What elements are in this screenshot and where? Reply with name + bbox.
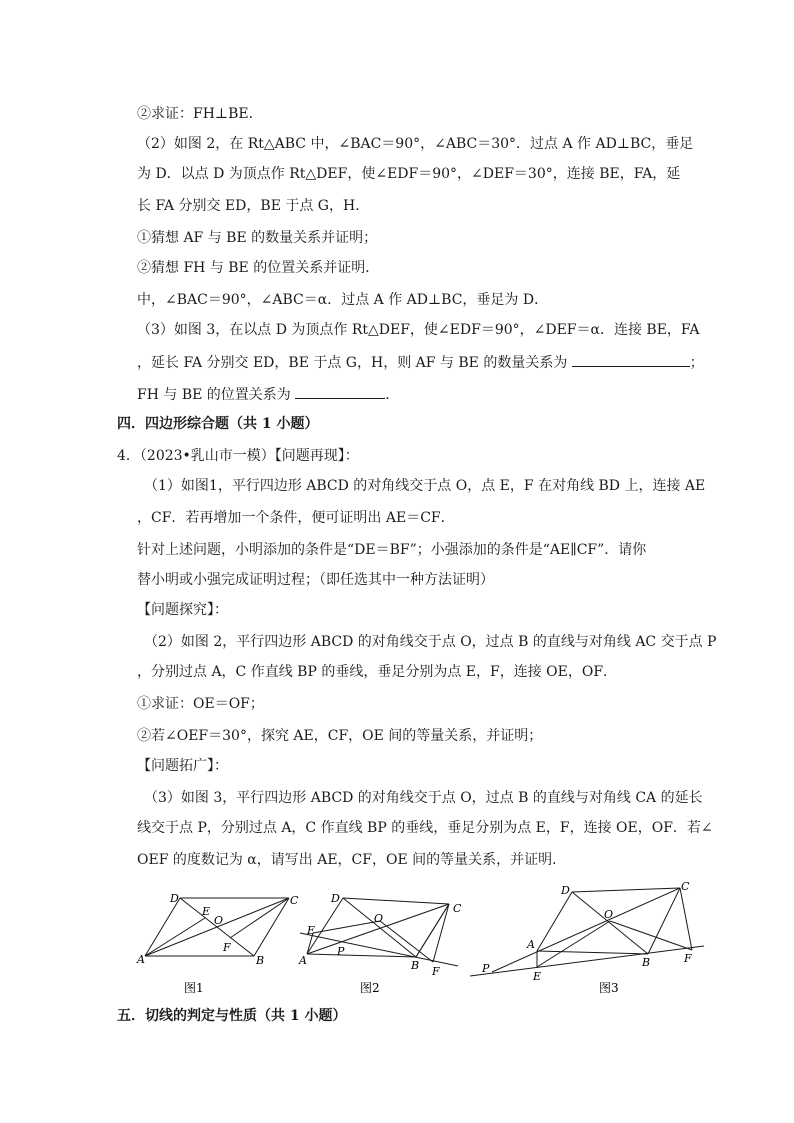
figure-2	[300, 898, 458, 966]
q3-line-6: ②猜想 FH 与 BE 的位置关系并证明．	[137, 260, 380, 276]
q4-line-9: ①求证：OE＝OF；	[137, 696, 264, 712]
fig3-label-d: D	[561, 884, 570, 897]
q4-line-7: （2）如图 2，平行四边形 ABCD 的对角线交于点 O，过点 B 的直线与对角线 AC 交于点 P	[144, 634, 717, 650]
fig3-label-b: B	[642, 956, 651, 969]
q4-line-11: 【问题拓广】：	[137, 758, 228, 774]
fig3-caption: 图3	[599, 981, 619, 995]
fig1-label-o: O	[214, 914, 224, 927]
q4-line-14: OEF 的度数记为 α，请写出 AE，CF，OE 间的等量关系，并证明．	[137, 852, 567, 868]
q4-line-10: ②若∠OEF＝30°，探究 AE，CF，OE 间的等量关系，并证明；	[137, 728, 543, 744]
q4-line-1: 4．（2023•乳山市一模）【问题再现】：	[117, 448, 359, 464]
fig1-label-c: C	[290, 894, 299, 907]
fig3-label-p: P	[482, 962, 490, 975]
fig1-label-e: E	[202, 905, 211, 918]
q4-line-6: 【问题探究】：	[137, 602, 228, 618]
fig2-label-a: A	[299, 954, 307, 967]
q3-line-9-end: ；	[689, 355, 704, 371]
fig2-label-c: C	[453, 902, 462, 915]
fig2-label-p: P	[337, 945, 345, 958]
q4-line-4: 针对上述问题，小明添加的条件是“DE＝BF”；小强添加的条件是“AE∥CF”．请你	[137, 542, 647, 558]
section-5-heading: 五．切线的判定与性质（共 1 小题）	[117, 1008, 347, 1024]
fig1-label-a: A	[137, 953, 145, 966]
fig2-label-e: E	[307, 924, 316, 937]
q4-line-3: ，CF．若再增加一个条件，便可证明出 AE＝CF．	[137, 510, 455, 526]
q3-line-3: 为 D．以点 D 为顶点作 Rt△DEF，使∠EDF＝90°，∠DEF＝30°，连接 BE，FA，延	[137, 166, 681, 182]
fig1-label-b: B	[256, 954, 265, 967]
q3-line-8: （3）如图 3，在以点 D 为顶点作 Rt△DEF，使∠EDF＝90°，∠DEF＝α．连接 BE，FA	[137, 322, 700, 338]
fig2-label-f: F	[432, 965, 440, 978]
fig3-label-f: F	[684, 952, 692, 965]
fig1-caption: 图1	[184, 981, 204, 995]
q3-line-9-text: ，延长 FA 分别交 ED，BE 于点 G，H，则 AF 与 BE 的数量关系为	[137, 355, 568, 371]
q3-line-1: ②求证：FH⊥BE．	[137, 106, 263, 122]
fig2-label-o: O	[374, 912, 384, 925]
q3-line-4: 长 FA 分别交 ED，BE 于点 G，H．	[137, 198, 370, 214]
fig3-label-a: A	[527, 938, 535, 951]
q4-line-8: ，分别过点 A，C 作直线 BP 的垂线，垂足分别为点 E，F，连接 OE，OF．	[137, 664, 618, 680]
q3-line-10-text: FH 与 BE 的位置关系为	[137, 387, 291, 403]
q3-line-7: 中，∠BAC＝90°，∠ABC＝α．过点 A 作 AD⊥BC，垂足为 D．	[137, 292, 549, 308]
figure-3	[470, 888, 704, 976]
fig3-label-o: O	[604, 908, 614, 921]
fig2-label-d: D	[331, 892, 340, 905]
q4-line-13: 线交于点 P，分别过点 A，C 作直线 BP 的垂线，垂足分别为点 E，F，连接 OE，OF．若∠	[137, 820, 713, 836]
q3-line-2: （2）如图 2，在 Rt△ABC 中，∠BAC＝90°，∠ABC＝30°．过点 A 作 AD⊥BC，垂足	[137, 136, 694, 152]
q4-line-12: （3）如图 3，平行四边形 ABCD 的对角线交于点 O，过点 B 的直线与对角线 CA 的延长	[144, 790, 703, 806]
fig2-caption: 图2	[360, 981, 380, 995]
section-4-heading: 四．四边形综合题（共 1 小题）	[117, 416, 319, 432]
fig1-label-d: D	[170, 892, 179, 905]
q4-line-2: （1）如图1，平行四边形 ABCD 的对角线交于点 O，点 E，F 在对角线 BD 上，连接 AE	[144, 478, 706, 494]
fig1-label-f: F	[223, 941, 231, 954]
q3-line-10-end: ．	[385, 387, 400, 403]
fig2-label-b: B	[411, 959, 420, 972]
q3-line-5: ①猜想 AF 与 BE 的数量关系并证明；	[137, 230, 378, 246]
q4-line-5: 替小明或小强完成证明过程；（即任选其中一种方法证明）	[137, 572, 494, 588]
fig3-label-e: E	[533, 970, 542, 983]
fig3-label-c: C	[681, 880, 690, 893]
figure-1	[145, 898, 289, 956]
